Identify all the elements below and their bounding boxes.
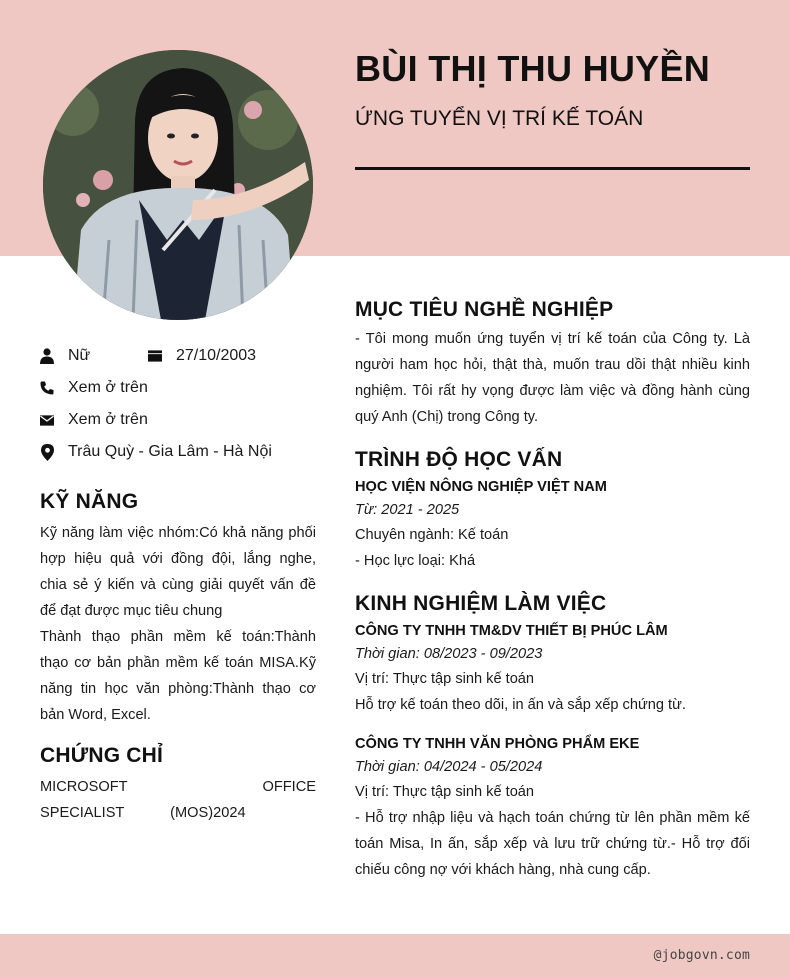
phone-value[interactable]: Xem ở trên (68, 379, 148, 396)
skills-text: Kỹ năng làm việc nhóm:Có khả năng phối hợp hiệu quả với đồng đội, lắng nghe, chia sẻ ý kiến và cùng giải quyết vấn đề để đạt được mục tiêu chung (40, 525, 316, 619)
birthday-value: 27/10/2003 (176, 347, 257, 364)
person-icon (40, 348, 54, 364)
certificates-text: MICROSOFT OFFICE SPECIALIST (MOS)2024 (40, 779, 316, 821)
job-entry (355, 620, 750, 718)
phone-row (40, 372, 316, 404)
job-period: Thời gian: 08/2023 - 09/2023 (355, 646, 543, 662)
objective-text: - Tôi mong muốn ứng tuyển vị trí kế toán của Công ty. Là người ham học hỏi, thật thà, muốn trau dồi thật nhiều kinh nghiệm. Tôi rất hy vọng được làm việc và đồng hành cùng quý Anh (Chị) trong Công ty. (355, 331, 750, 425)
objective-heading: MỤC TIÊU NGHỀ NGHIỆP (355, 298, 614, 321)
envelope-icon (40, 412, 54, 428)
certificates-heading: CHỨNG CHỈ (40, 744, 164, 767)
calendar-icon (148, 348, 162, 364)
right-column (355, 298, 750, 901)
education-period: Từ: 2021 - 2025 (355, 502, 460, 518)
email-value[interactable]: Xem ở trên (68, 411, 148, 428)
email-row (40, 404, 316, 436)
job-company: CÔNG TY TNHH VĂN PHÒNG PHẨM EKE (355, 736, 640, 752)
profile-photo (43, 50, 313, 320)
skills-heading: KỸ NĂNG (40, 490, 139, 513)
gender-birthday-row (40, 340, 316, 372)
address-value: Trâu Quỳ - Gia Lâm - Hà Nội (68, 443, 272, 460)
address-row (40, 436, 316, 468)
education-heading: TRÌNH ĐỘ HỌC VẤN (355, 448, 563, 471)
job-period: Thời gian: 04/2024 - 05/2024 (355, 759, 543, 775)
applied-position: ỨNG TUYỂN VỊ TRÍ KẾ TOÁN (355, 107, 644, 130)
job-description: - Hỗ trợ nhập liệu và hạch toán chứng từ lên phần mềm kế toán Misa, In ấn, sắp xếp và lưu trữ chứng từ.- Hỗ trợ đối chiếu công nợ với khách hàng, nhà cung cấp. (355, 810, 750, 878)
experience-heading: KINH NGHIỆM LÀM VIỆC (355, 592, 607, 615)
job-role: Vị trí: Thực tập sinh kế toán (355, 784, 535, 800)
location-pin-icon (40, 444, 54, 460)
gender-value: Nữ (68, 347, 91, 364)
objective-section (355, 298, 750, 430)
job-entry (355, 733, 750, 883)
candidate-name: BÙI THỊ THU HUYỀN (355, 48, 711, 89)
skills-text-2: Thành thạo phần mềm kế toán:Thành thạo cơ bản phần mềm kế toán MISA.Kỹ năng tin học văn phòng:Thành thạo cơ bản Word, Excel. (40, 629, 316, 723)
school-name: HỌC VIỆN NÔNG NGHIỆP VIỆT NAM (355, 479, 607, 495)
experience-section (355, 592, 750, 883)
phone-icon (40, 380, 54, 396)
watermark: @jobgovn.com (653, 948, 750, 963)
job-role: Vị trí: Thực tập sinh kế toán (355, 671, 535, 687)
job-company: CÔNG TY TNHH TM&DV THIẾT BỊ PHÚC LÂM (355, 623, 668, 639)
education-section (355, 448, 750, 574)
job-description: Hỗ trợ kế toán theo dõi, in ấn và sắp xếp chứng từ. (355, 697, 686, 713)
education-major: Chuyên ngành: Kế toán (355, 527, 509, 543)
education-grade: - Học lực loại: Khá (355, 553, 476, 569)
title-divider (355, 167, 750, 170)
left-column (40, 340, 316, 826)
